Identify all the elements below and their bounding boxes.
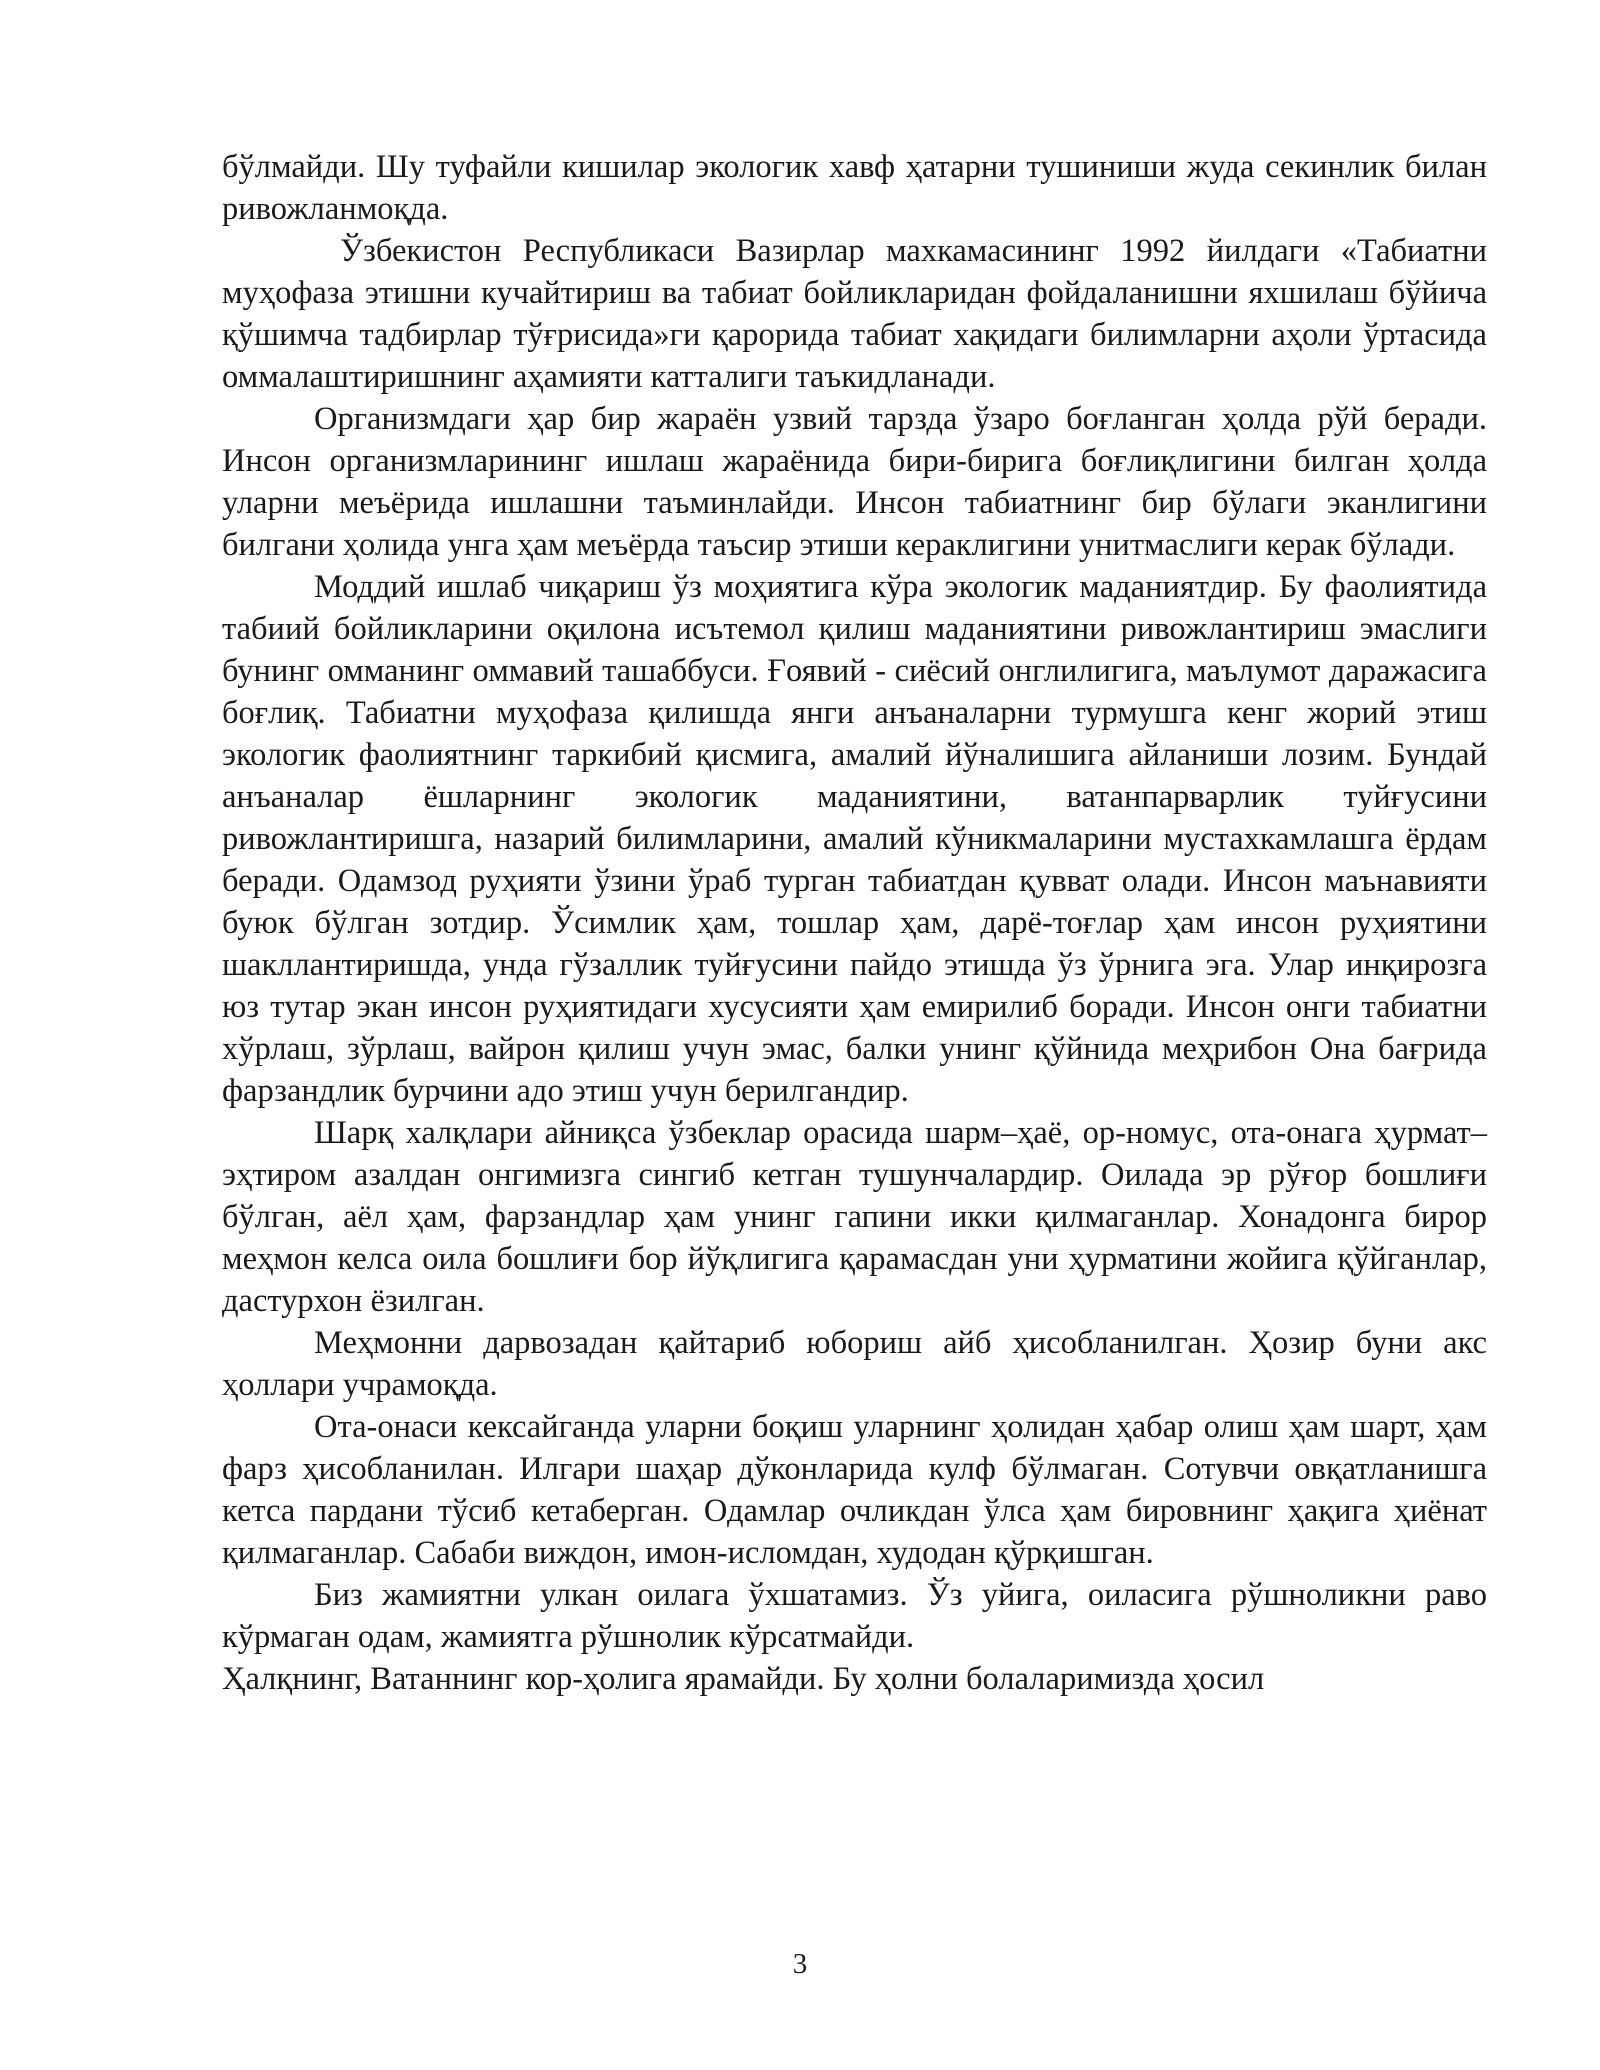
page-number: 3 — [792, 1948, 808, 1980]
paragraph: Ўзбекистон Республикаси Вазирлар махкамасининг 1992 йилдаги «Табиатни муҳофаза этишни кучайтириш ва табиат бойликларидан фойдаланишни яхшилаш бўйича қўшимча тадбирлар тўғрисида»ги қарорида табиат хақидаги билимларни аҳоли ўртасида оммалаштиришнинг аҳамияти катталиги таъкидланади. — [222, 233, 1487, 395]
paragraph: Биз жамиятни улкан оилага ўхшатамиз. Ўз уйига, оиласига рўшноликни раво кўрмаган одам, жамиятга рўшнолик кўрсатмайди. — [222, 1577, 1487, 1655]
paragraph: бўлмайди. Шу туфайли кишилар экологик хавф ҳатарни тушиниши жуда секинлик билан ривожланмоқда. — [222, 149, 1487, 227]
body-text — [222, 146, 1487, 1700]
paragraph: Организмдаги ҳар бир жараён узвий тарзда ўзаро боғланган ҳолда рўй беради. Инсон организмларининг ишлаш жараёнида бири-бирига боғлиқлигини билган ҳолда уларни меъёрида ишлашни таъминлайди. Инсон табиатнинг бир бўлаги эканлигини билгани ҳолида унга ҳам меъёрда таъсир этиши кераклигини унитмаслиги керак бўлади. — [222, 401, 1487, 563]
paragraph: Моддий ишлаб чиқариш ўз моҳиятига кўра экологик маданиятдир. Бу фаолиятида табиий бойликларини оқилона исътемол қилиш маданиятини ривожлантириш эмаслиги бунинг омманинг оммавий ташаббуси. Ғоявий - сиёсий онглилигига, маълумот даражасига боғлиқ. Табиатни муҳофаза қилишда янги анъаналарни турмушга кенг жорий этиш экологик фаолиятнинг таркибий қисмига, амалий йўналишига айланиши лозим. Бундай анъаналар ёшларнинг экологик маданиятини, ватанпарварлик туйғусини ривожлантиришга, назарий билимларини, амалий кўникмаларини мустахкамлашга ёрдам беради. Одамзод руҳияти ўзини ўраб турган табиатдан қувват олади. Инсон маънавияти буюк бўлган зотдир. Ўсимлик ҳам, тошлар ҳам, дарё-тоғлар ҳам инсон руҳиятини шакллантиришда, унда гўзаллик туйғусини пайдо этишда ўз ўрнига эга. Улар инқирозга юз тутар экан инсон руҳиятидаги хусусияти ҳам емирилиб боради. Инсон онги табиатни хўрлаш, зўрлаш, вайрон қилиш учун эмас, балки унинг қўйнида меҳрибон Она бағрида фарзандлик бурчини адо этиш учун берилгандир. — [222, 569, 1487, 1109]
paragraph: Шарқ халқлари айниқса ўзбеклар орасида шарм–ҳаё, ор-номус, ота-онага ҳурмат–эҳтиром азалдан онгимизга сингиб кетган тушунчалардир. Оилада эр рўғор бошлиғи бўлган, аёл ҳам, фарзандлар ҳам унинг гапини икки қилмаганлар. Хонадонга бирор меҳмон келса оила бошлиғи бор йўқлигига қарамасдан уни ҳурматини жойига қўйганлар, дастурхон ёзилган. — [222, 1115, 1487, 1319]
paragraph: Ота-онаси кексайганда уларни боқиш уларнинг ҳолидан ҳабар олиш ҳам шарт, ҳам фарз ҳисобланилан. Илгари шаҳар дўконларида кулф бўлмаган. Сотувчи овқатланишга кетса пардани тўсиб кетаберган. Одамлар очликдан ўлса ҳам бировнинг ҳақига ҳиёнат қилмаганлар. Сабаби виждон, имон-исломдан, худодан қўрқишган. — [222, 1409, 1487, 1571]
paragraph: Ҳалқнинг, Ватаннинг кор-ҳолига ярамайди. Бу ҳолни болаларимизда ҳосил — [222, 1661, 1265, 1697]
paragraph: Меҳмонни дарвозадан қайтариб юбориш айб ҳисобланилган. Ҳозир буни акс ҳоллари учрамоқда. — [222, 1325, 1487, 1403]
